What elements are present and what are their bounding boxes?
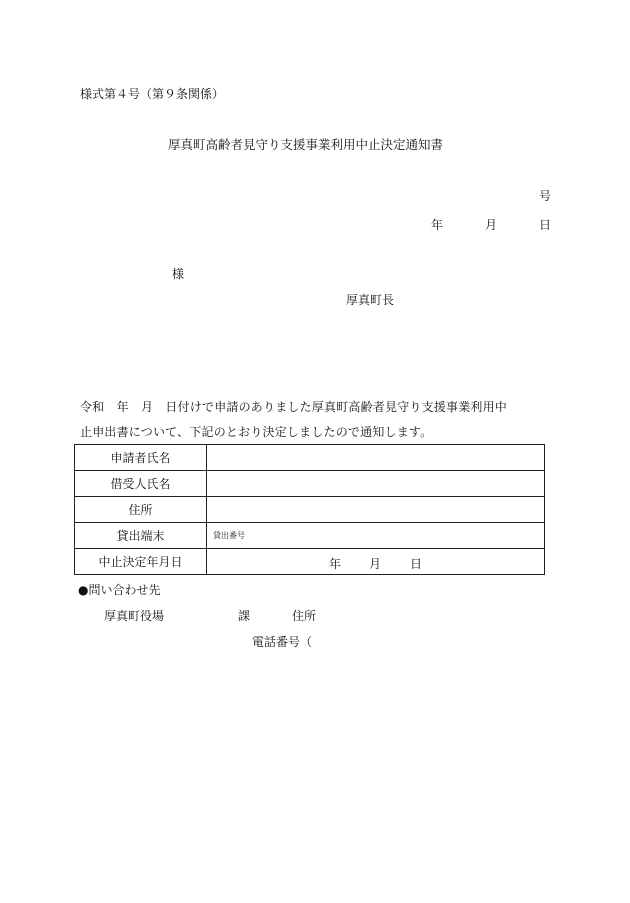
body-text-line-1: 令和 年 月 日付けで申請のありました厚真町高齢者見守り支援事業利用中 bbox=[80, 400, 508, 414]
document-number-mark: 号 bbox=[539, 189, 552, 203]
address-value bbox=[207, 497, 545, 523]
applicant-name-label: 申請者氏名 bbox=[75, 445, 207, 471]
body-text-line-2: 止申出書について、下記のとおり決定しましたので通知します。 bbox=[80, 425, 433, 439]
applicant-name-value bbox=[207, 445, 545, 471]
table-row bbox=[75, 471, 545, 497]
sender-name: 厚真町長 bbox=[346, 293, 395, 307]
addressee-honorific: 様 bbox=[172, 267, 185, 281]
issue-month-label: 月 bbox=[485, 218, 498, 232]
borrower-name-value bbox=[207, 471, 545, 497]
contact-section: 課 bbox=[238, 609, 251, 623]
form-number: 様式第４号（第９条関係） bbox=[80, 87, 225, 101]
device-label: 貸出端末 bbox=[75, 523, 207, 549]
address-label: 住所 bbox=[75, 497, 207, 523]
document-title: 厚真町高齢者見守り支援事業利用中止決定通知書 bbox=[168, 137, 444, 152]
contact-office: 厚真町役場 bbox=[104, 609, 165, 623]
borrower-name-label: 借受人氏名 bbox=[75, 471, 207, 497]
contact-phone-label: 電話番号（ bbox=[252, 635, 313, 649]
issue-day-label: 日 bbox=[539, 218, 552, 232]
stop-date-year-label: 年 bbox=[329, 557, 342, 571]
stop-date-day-label: 日 bbox=[410, 557, 423, 571]
table-row bbox=[75, 445, 545, 471]
stop-date-month-label: 月 bbox=[369, 557, 382, 571]
table-row bbox=[75, 523, 545, 549]
device-number-value: 貸出番号 bbox=[207, 523, 545, 549]
table-row bbox=[75, 497, 545, 523]
contact-address-label: 住所 bbox=[292, 609, 317, 623]
issue-year-label: 年 bbox=[431, 218, 444, 232]
contact-heading: ●問い合わせ先 bbox=[78, 583, 161, 597]
stop-date-value bbox=[207, 549, 545, 575]
stop-date-label: 中止決定年月日 bbox=[75, 549, 207, 575]
details-table bbox=[74, 444, 545, 575]
table-row bbox=[75, 549, 545, 575]
